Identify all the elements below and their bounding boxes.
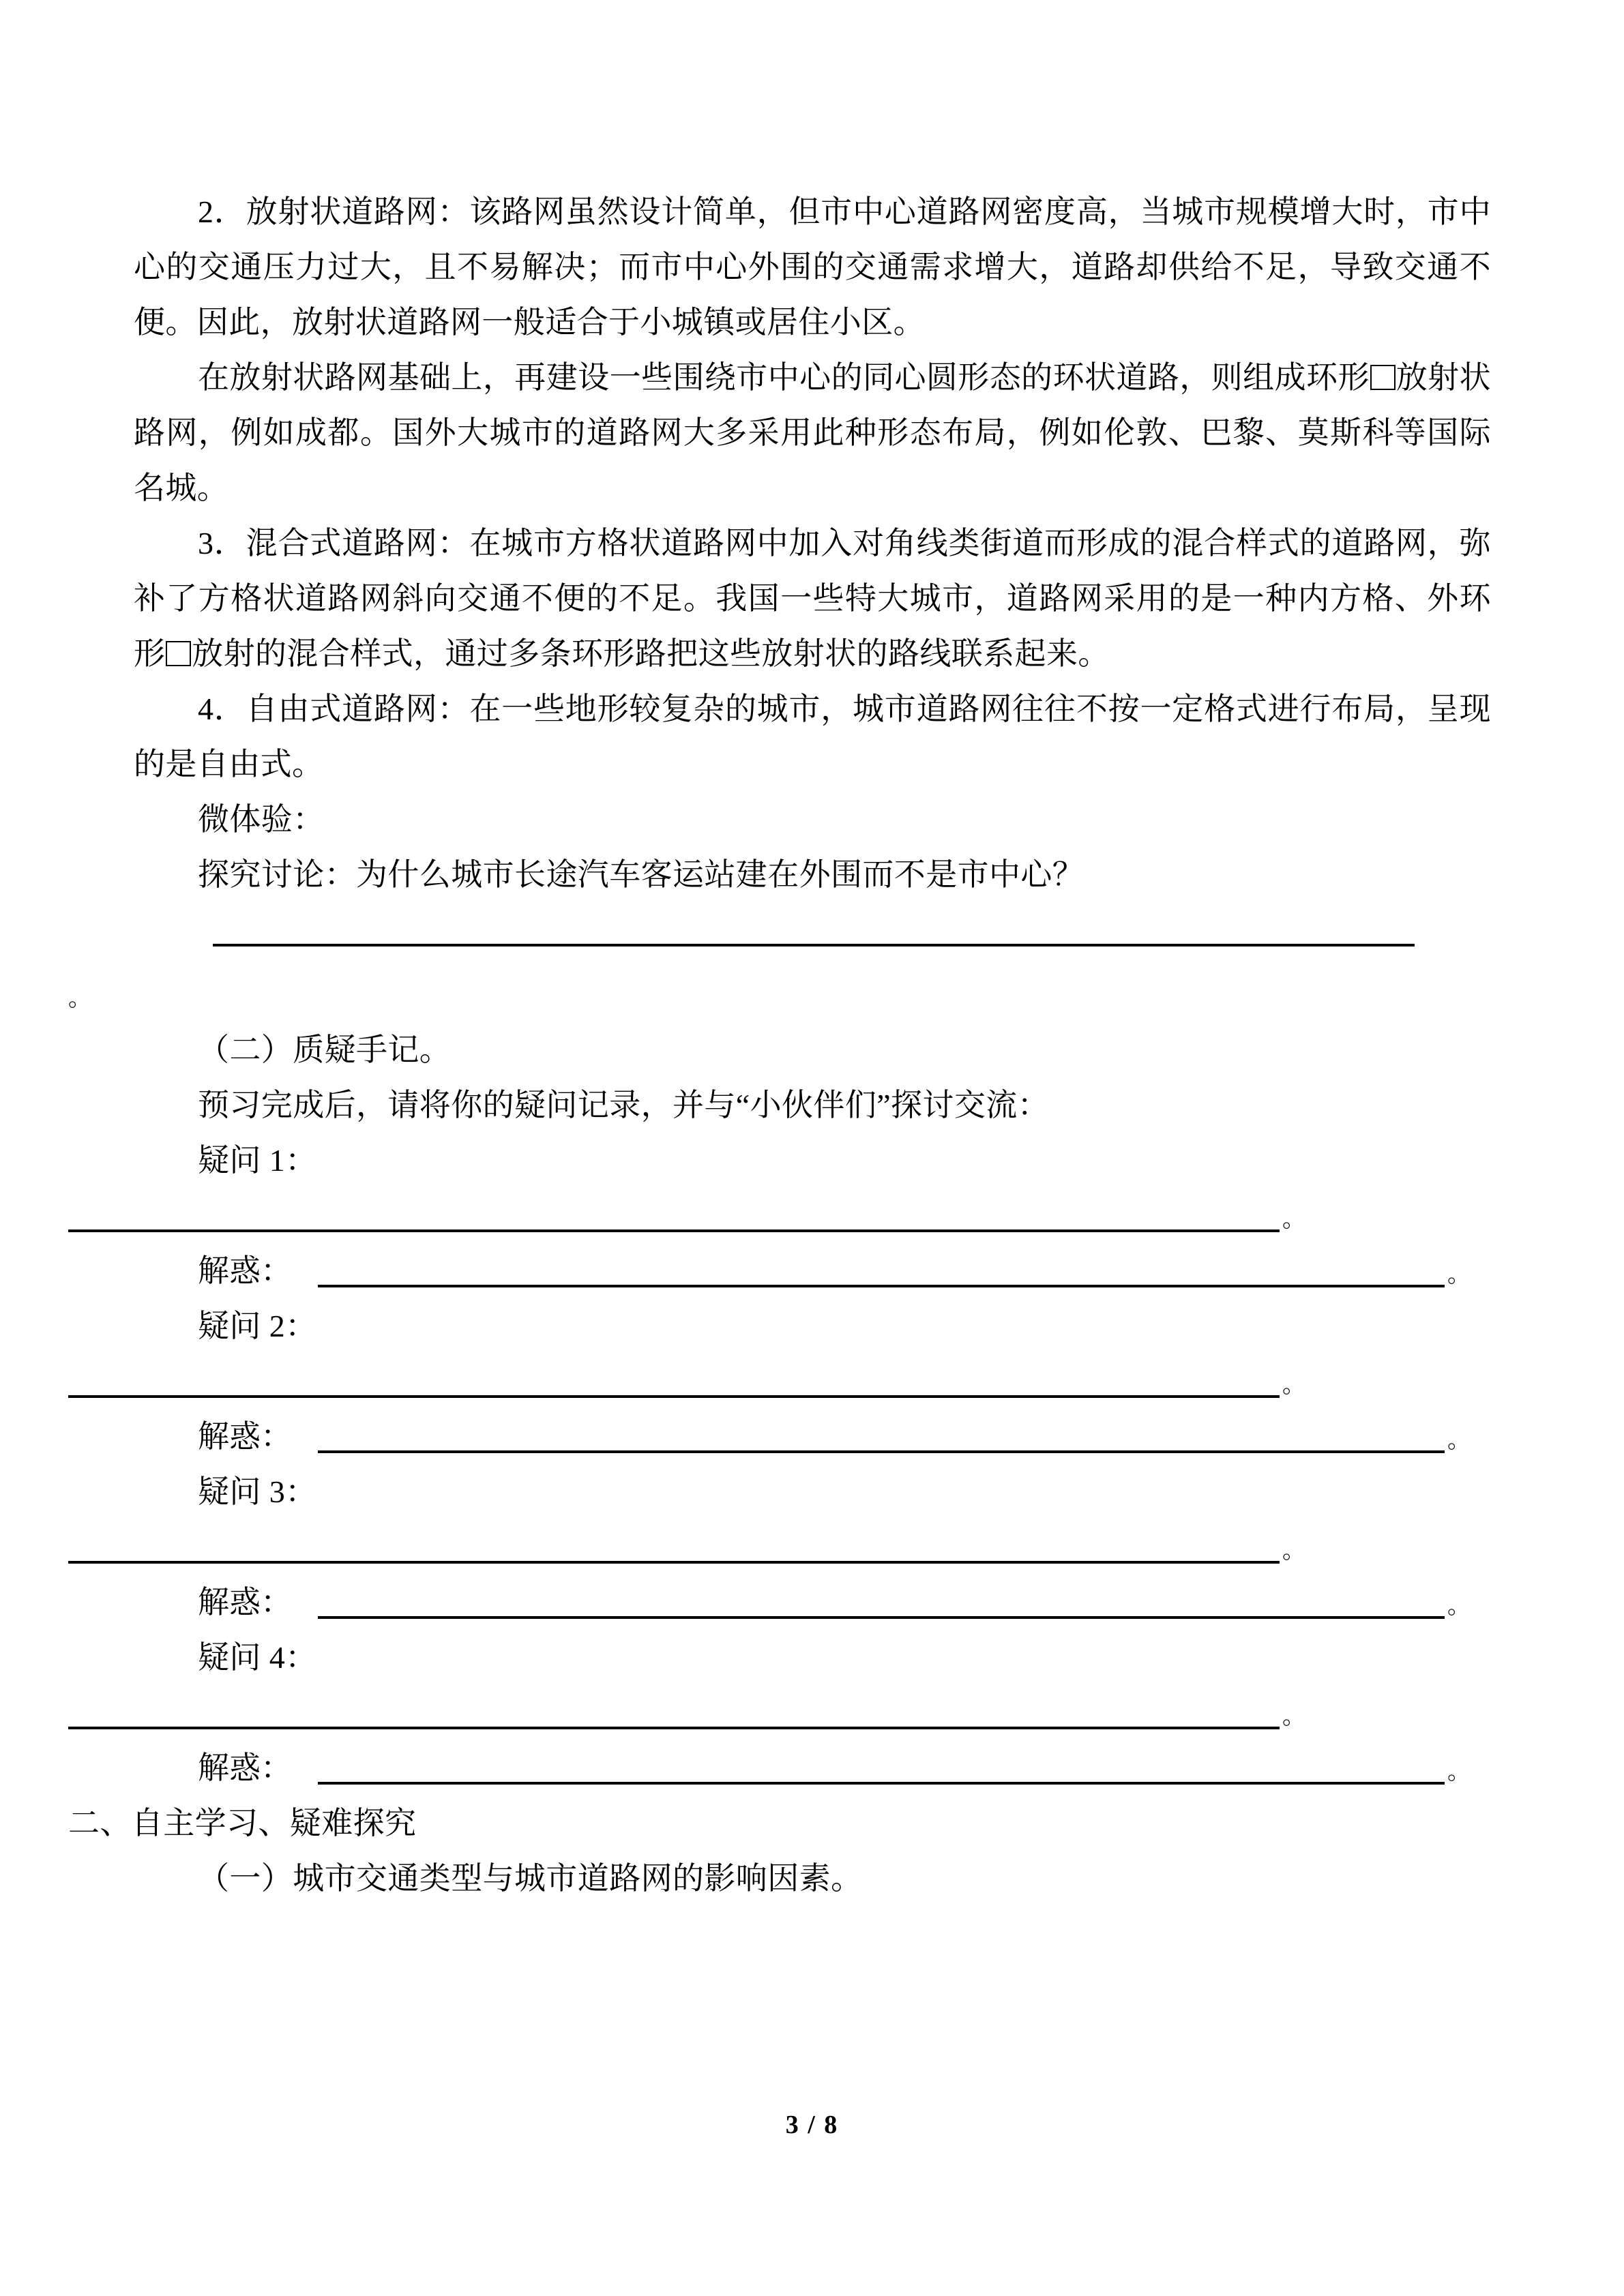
question-blank-row-3[interactable] (134, 1519, 1491, 1575)
missing-glyph-box-icon (166, 641, 191, 666)
paragraph-mixed-network (134, 516, 1491, 681)
section-questioning-notes-intro: 预习完成后，请将你的疑问记录，并与“小伙伴们”探讨交流： (198, 1088, 1050, 1122)
answer-writing-line[interactable] (318, 1616, 1445, 1619)
answer-end-period: 。 (1447, 1428, 1471, 1453)
answer-row-4[interactable] (134, 1740, 1491, 1795)
page-content (68, 184, 1491, 1906)
question-label-4: 疑问 4： (198, 1640, 317, 1675)
micro-experience-label: 微体验： (198, 802, 325, 837)
paragraph-freeform-network: 4．自由式道路网：在一些地形较复杂的城市，城市道路网往往不按一定格式进行布局，呈现的是自由式。 (134, 691, 1491, 781)
question-label-1: 疑问 1： (198, 1143, 317, 1178)
answer-row-1[interactable] (134, 1243, 1491, 1298)
paragraph-mixed-part-a: 3．混合式道路网：在城市方格状道路网中加入对角线类街道而形成的混合样式的道路网，弥补了方格状道路网斜向交通不便的不足。我国一些特大城市，道路网采用的是一种内方格、外环形 (134, 526, 1491, 671)
answer-label-3: 解惑： (198, 1585, 292, 1620)
answer-writing-line[interactable] (213, 944, 1415, 946)
paragraph-ring-radial-network (134, 350, 1491, 516)
answer-end-period: 。 (1447, 1594, 1471, 1619)
answer-end-period: 。 (1447, 1262, 1471, 1287)
question-end-period: 。 (1282, 1207, 1305, 1232)
paragraph-ring-radial-part-b: 放射状路网，例如成都。国外大城市的道路网大多采用此种形态布局，例如伦敦、巴黎、莫斯科等国际名城。 (134, 360, 1491, 505)
missing-glyph-box-icon (1370, 365, 1396, 390)
page-footer (0, 2110, 1624, 2140)
question-writing-line[interactable] (68, 1561, 1280, 1564)
question-blank-row-1[interactable] (134, 1188, 1491, 1243)
inquiry-discussion-prompt: 探究讨论：为什么城市长途汽车客运站建在外围而不是市中心？ (198, 857, 1084, 892)
question-end-period: 。 (1282, 1704, 1305, 1729)
answer-label-2: 解惑： (198, 1419, 292, 1454)
subheading-traffic-types: （一）城市交通类型与城市道路网的影响因素。 (198, 1861, 863, 1896)
answer-end-period: 。 (1447, 1759, 1471, 1785)
question-writing-line[interactable] (68, 1395, 1280, 1398)
question-end-period: 。 (1282, 1373, 1305, 1398)
question-label-2: 疑问 2： (198, 1309, 317, 1343)
paragraph-mixed-part-b: 放射的混合样式，通过多条环形路把这些放射状的路线联系起来。 (192, 636, 1110, 671)
page-number: 3 / 8 (785, 2111, 839, 2139)
question-blank-row-2[interactable] (134, 1354, 1491, 1409)
answer-row-2[interactable] (134, 1409, 1491, 1464)
paragraph-ring-radial-part-a: 在放射状路网基础上，再建设一些围绕市中心的同心圆形态的环状道路，则组成环形 (198, 360, 1370, 395)
orphan-period-row (68, 967, 1491, 1022)
question-end-period: 。 (1282, 1538, 1305, 1564)
question-label-3: 疑问 3： (198, 1474, 317, 1509)
answer-writing-line[interactable] (318, 1450, 1445, 1453)
answer-label-4: 解惑： (198, 1750, 292, 1785)
section-questioning-notes-title: （二）质疑手记。 (198, 1032, 452, 1067)
question-writing-line[interactable] (68, 1727, 1280, 1729)
paragraph-radial-network: 2．放射状道路网：该路网虽然设计简单，但市中心道路网密度高，当城市规模增大时，市中心的交通压力过大，且不易解决；而市中心外围的交通需求增大，道路却供给不足，导致交通不便。因此，放射状道路网一般适合于小城镇或居住小区。 (134, 194, 1491, 340)
answer-label-1: 解惑： (198, 1253, 292, 1288)
question-writing-line[interactable] (68, 1229, 1280, 1232)
answer-row-3[interactable] (134, 1575, 1491, 1630)
orphan-period-mark: 。 (68, 986, 91, 1011)
answer-writing-line[interactable] (318, 1782, 1445, 1785)
heading-self-study: 二、自主学习、疑难探究 (68, 1806, 417, 1840)
answer-writing-line[interactable] (318, 1285, 1445, 1287)
inquiry-answer-blank-row[interactable] (134, 902, 1491, 957)
question-blank-row-4[interactable] (134, 1685, 1491, 1740)
